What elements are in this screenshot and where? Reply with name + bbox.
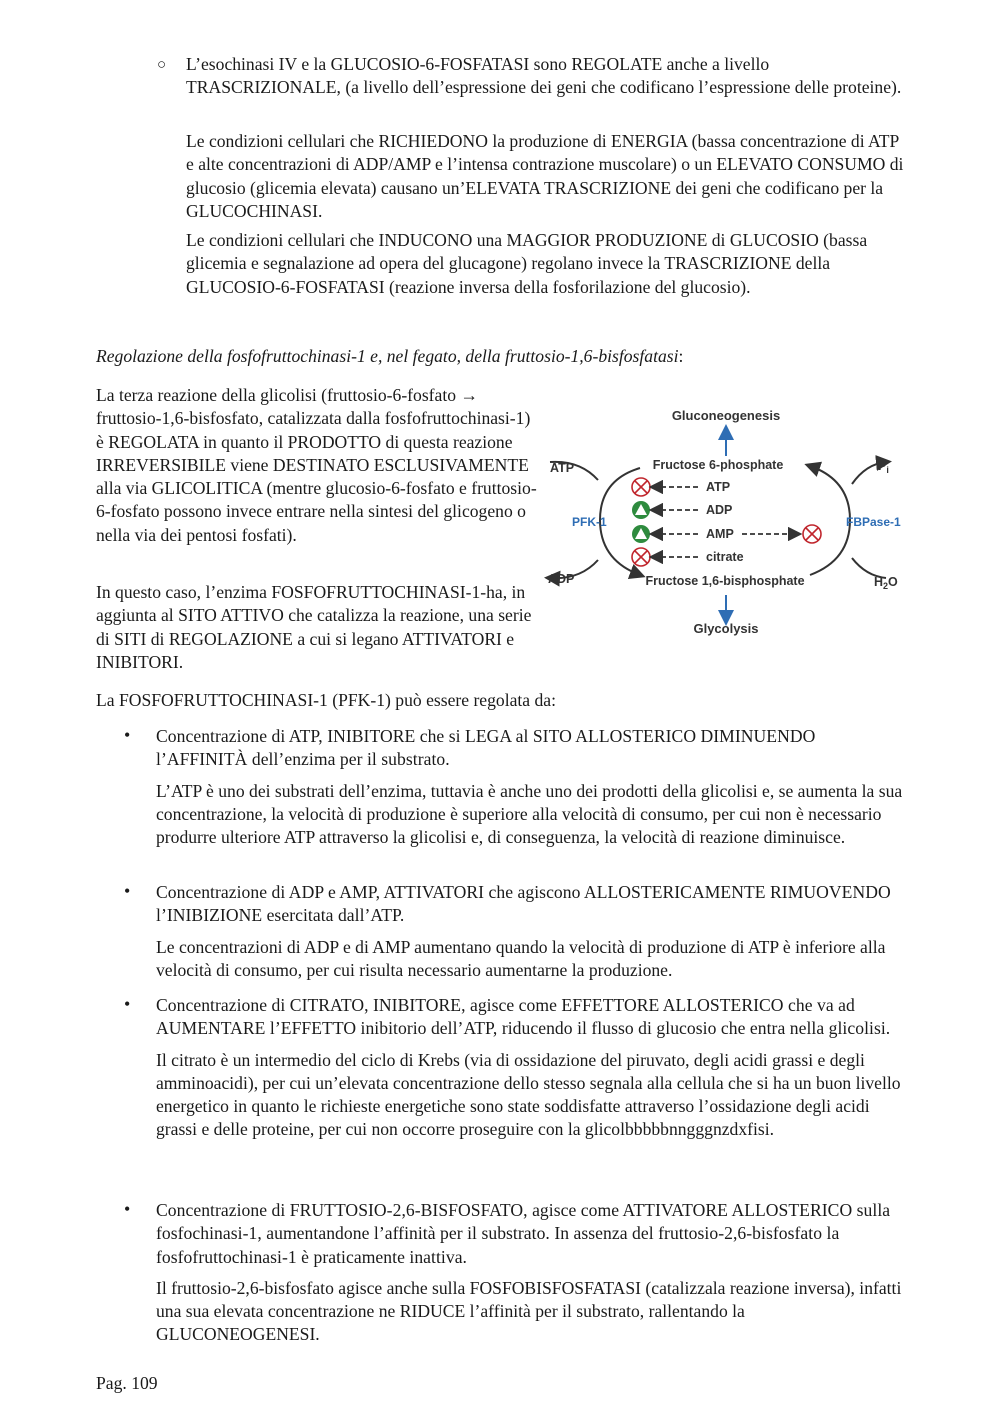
bullet-detail-text: Il citrato è un intermedio del ciclo di Krebs (via di ossidazione del piruvato, degli acidi grassi e degli amminoacidi), per cui un’elevata concentrazione dello stesso segnala alla cellula che si ha un buon livello energetico in quanto le richieste energetiche sono state soddisfatte attraverso l’ossidazione degli acidi grassi e delle proteine, per cui non occorre proseguire con la glicolbbbbbnngggnzdxfisi. <box>156 1049 901 1140</box>
energy-conditions-paragraph: Le condizioni cellulari che RICHIEDONO la produzione di ENERGIA (bassa concentrazione di ATP e alte concentrazioni di ADP/AMP e l’intensa contrazione muscolare) o un ELEVATO CONSUMO di glucosio (glicemia elevata) causano un’ELEVATA TRASCRIZIONE dei geni che codificano per la GLUCOCHINASI. <box>186 131 904 221</box>
bullet-main-text: Concentrazione di ADP e AMP, ATTIVATORI che agiscono ALLOSTERICAMENTE RIMUOVENDO l’INIBIZIONE esercitata dall’ATP. <box>156 882 891 926</box>
atp-left-label: ATP <box>550 461 575 475</box>
bullet-detail-text: Le concentrazioni di ADP e di AMP aumentano quando la velocità di produzione di ATP è inferiore alla velocità di consumo, per cui risulta necessario aumentarne la produzione. <box>156 936 886 980</box>
pi-label: $P_i$ <box>878 459 889 475</box>
adp-regulator-label: ADP <box>706 503 733 517</box>
adp-activator-row <box>632 501 732 519</box>
section-heading: Regolazione della fosfofruttochinasi-1 e, nel fegato, della fruttosio-1,6-bisfosfatasi: <box>96 346 684 366</box>
amp-regulator-label: AMP <box>706 527 734 541</box>
fbpase1-label: FBPase-1 <box>846 515 901 529</box>
list-item <box>156 994 911 1142</box>
adp-left-label: ADP <box>548 572 575 586</box>
bullet-main-text: Concentrazione di ATP, INIBITORE che si LEGA al SITO ALLOSTERICO DIMINUENDO l’AFFINITÀ dell’enzima per il substrato. <box>156 726 816 770</box>
amp-activator-row <box>632 525 821 543</box>
pfk1-label: PFK-1 <box>572 515 607 529</box>
circle-bullet-icon: ○ <box>157 57 167 73</box>
atp-regulator-label: ATP <box>706 480 731 494</box>
pfk1-intro-line: La FOSFOFRUTTOCHINASI-1 (PFK-1) può essere regolata da: <box>96 690 556 710</box>
bullet-detail-text: L’ATP è uno dei substrati dell’enzima, tuttavia è anche uno dei prodotti della glicolisi e, se aumenta la sua concentrazione, la velocità di produzione è superiore alla velocità di consumo, per cui non è necessario produrre ulteriore ATP attraverso la glicolisi e, di conseguenza, la velocità di reazione diminuisce. <box>156 780 903 848</box>
bullet-icon: • <box>124 1199 131 1219</box>
glycolysis-label: Glycolysis <box>693 621 759 636</box>
fbpase1-reaction-arc <box>810 466 850 575</box>
list-item <box>156 725 911 849</box>
bullet-icon: • <box>124 881 131 901</box>
citrate-regulator-label: citrate <box>706 550 744 564</box>
pfk1-regulation-diagram <box>540 400 910 645</box>
bullet-icon: • <box>124 725 131 745</box>
h2o-label: $H_2O$ <box>874 575 898 591</box>
page-number: Pag. 109 <box>96 1373 158 1393</box>
list-item <box>156 881 911 982</box>
bullet-icon: • <box>124 994 131 1014</box>
atp-inhibitor-row <box>632 478 730 496</box>
citrate-inhibitor-row <box>632 548 744 566</box>
fructose-6-phosphate-label: Fructose 6-phosphate <box>652 458 784 472</box>
list-item <box>156 1199 911 1347</box>
glucose-production-paragraph: Le condizioni cellulari che INDUCONO una MAGGIOR PRODUZIONE di GLUCOSIO (bassa glicemia e segnalazione ad opera del glucagone) regolano invece la TRASCRIZIONE della GLUCOSIO-6-FOSFATASI (reazione inversa della fosforilazione del glucosio). <box>186 230 868 297</box>
glycolysis-third-reaction-paragraph: La terza reazione della glicolisi (fruttosio-6-fosfato → fruttosio-1,6-bisfosfato, catalizzata dalla fosfofruttochinasi-1) è REGOLATA in quanto il PRODOTTO di questa reazione IRREVERSIBILE viene DESTINATO ESCLUSIVAMENTE alla via GLICOLITICA (mentre glucosio-6-fosfato e fruttosio-6-fosfato possono invece entrare nella sintesi del glicogeno o nella via dei pentosi fosfati). <box>96 385 537 545</box>
transcription-paragraph: L’esochinasi IV e la GLUCOSIO-6-FOSFATASI sono REGOLATE anche a livello TRASCRIZIONALE, (a livello dell’espressione dei geni che codificano l’espressione delle proteine). <box>186 54 902 98</box>
bullet-main-text: Concentrazione di CITRATO, INIBITORE, agisce come EFFETTORE ALLOSTERICO che va ad AUMENTARE l’EFFETTO inibitorio dell’ATP, riducendo il flusso di glucosio che entra nella glicolisi. <box>156 995 891 1039</box>
gluconeogenesis-label: Gluconeogenesis <box>671 408 781 423</box>
fructose-16-bisphosphate-label: Fructose 1,6-bisphosphate <box>645 574 805 588</box>
regulation-sites-paragraph: In questo caso, l’enzima FOSFOFRUTTOCHINASI-1-ha, in aggiunta al SITO ATTIVO che catalizza la reazione, una serie di SITI di REGOLAZIONE a cui si legano ATTIVATORI e INIBITORI. <box>96 582 532 672</box>
bullet-detail-text: Il fruttosio-2,6-bisfosfato agisce anche sulla FOSFOBISFOSFATASI (catalizzala reazione inversa), infatti una sua elevata concentrazione ne RIDUCE l’affinità per il substrato, rallentando la GLUCONEOGENESI. <box>156 1277 902 1345</box>
bullet-main-text: Concentrazione di FRUTTOSIO-2,6-BISFOSFATO, agisce come ATTIVATORE ALLOSTERICO sulla fosfochinasi-1, aumentandone l’affinità per il substrato. In assenza del fruttosio-2,6-bisfosfato la fosfofruttochinasi-1 è praticamente inattiva. <box>156 1200 891 1267</box>
